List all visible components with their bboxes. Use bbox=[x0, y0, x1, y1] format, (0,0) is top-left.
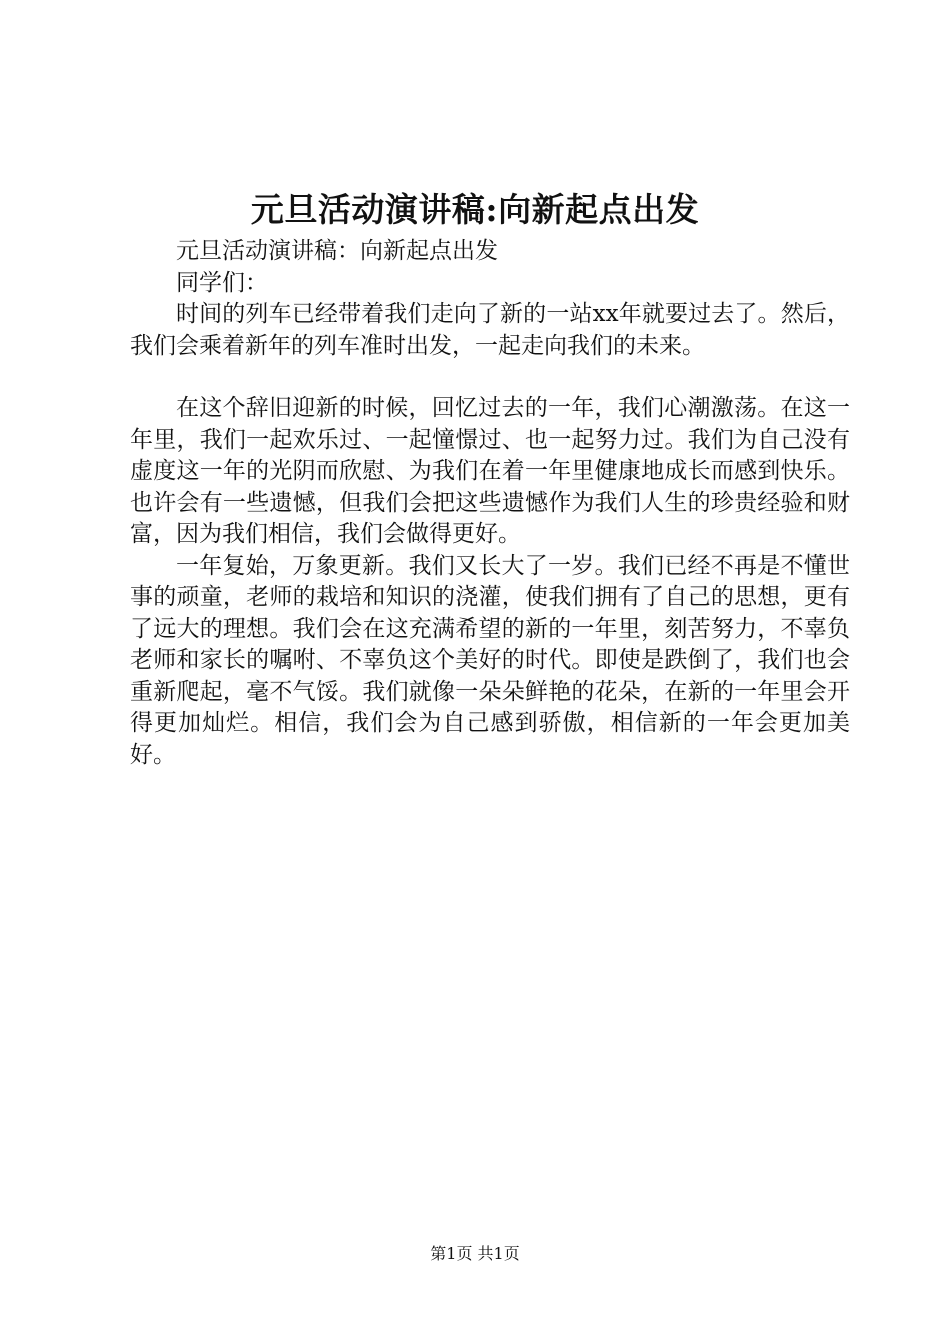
document-body bbox=[130, 236, 850, 771]
subtitle-line: 元旦活动演讲稿：向新起点出发 bbox=[176, 238, 498, 264]
paragraph-1: 时间的列车已经带着我们走向了新的一站xx年就要过去了。然后，我们会乘着新年的列车准时出发，一起走向我们的未来。 bbox=[130, 301, 850, 359]
paragraph-2: 在这个辞旧迎新的时候，回忆过去的一年，我们心潮激荡。在这一年里，我们一起欢乐过、一起憧憬过、也一起努力过。我们为自己没有虚度这一年的光阴而欣慰、为我们在着一年里健康地成长而感到快乐。也许会有一些遗憾，但我们会把这些遗憾作为我们人生的珍贵经验和财富，因为我们相信，我们会做得更好。 bbox=[130, 395, 850, 547]
paragraph-3: 一年复始，万象更新。我们又长大了一岁。我们已经不再是不懂世事的顽童，老师的栽培和知识的浇灌，使我们拥有了自己的思想，更有了远大的理想。我们会在这充满希望的新的一年里，刻苦努力，不辜负老师和家长的嘱咐、不辜负这个美好的时代。即使是跌倒了，我们也会重新爬起，毫不气馁。我们就像一朵朵鲜艳的花朵，在新的一年里会开得更加灿烂。相信，我们会为自己感到骄傲，相信新的一年会更加美好。 bbox=[130, 552, 850, 768]
document-title: 元旦活动演讲稿:向新起点出发 bbox=[250, 190, 700, 229]
page-footer: 第1页 共1页 bbox=[430, 1244, 520, 1263]
salutation: 同学们： bbox=[176, 269, 268, 296]
